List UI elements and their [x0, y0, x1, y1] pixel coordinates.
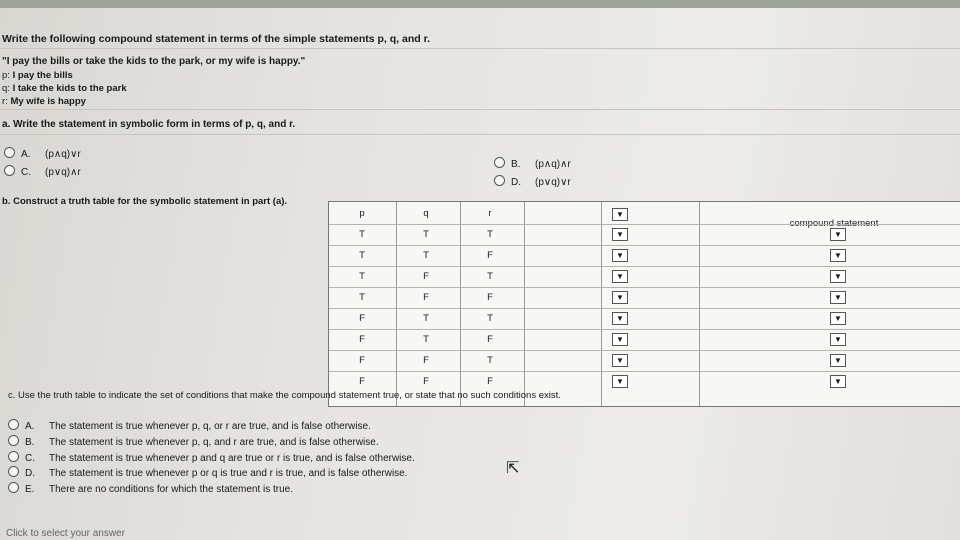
- part-b-prompt: b. Construct a truth table for the symbolic statement in part (a).: [2, 196, 288, 207]
- radio-button[interactable]: [8, 482, 19, 493]
- table-cell-p: T: [359, 250, 365, 261]
- column-divider: [460, 202, 461, 406]
- row-divider: [329, 245, 960, 246]
- header-p: p: [359, 208, 365, 219]
- definition-p: p: I pay the bills: [2, 70, 73, 81]
- mouse-cursor-icon: ⇱: [506, 460, 520, 477]
- table-cell-r: F: [487, 292, 493, 303]
- header-r: r: [488, 208, 492, 219]
- table-cell-p: T: [359, 229, 365, 240]
- compound-statement-dropdown[interactable]: ▼: [830, 228, 846, 241]
- radio-button[interactable]: [494, 175, 505, 186]
- table-cell-q: F: [423, 292, 429, 303]
- row-divider: [329, 350, 960, 351]
- intermediate-column-dropdown[interactable]: ▼: [612, 291, 628, 304]
- intermediate-column-dropdown[interactable]: ▼: [612, 333, 628, 346]
- row-divider: [329, 287, 960, 288]
- compound-statement-dropdown[interactable]: ▼: [830, 333, 846, 346]
- table-cell-r: F: [487, 376, 493, 387]
- definitions: [2, 69, 127, 108]
- table-cell-r: T: [487, 313, 493, 324]
- table-cell-q: T: [423, 250, 429, 261]
- part-a-prompt: a. Write the statement in symbolic form in terms of p, q, and r.: [2, 119, 296, 130]
- option-c-a[interactable]: A. The statement is true whenever p, q, or r are true, and is false otherwise.: [8, 419, 371, 432]
- truth-table: [328, 201, 960, 407]
- intermediate-column-dropdown[interactable]: ▼: [612, 270, 628, 283]
- table-cell-r: F: [487, 250, 493, 261]
- option-c-b[interactable]: B. The statement is true whenever p, q, and r are true, and is false otherwise.: [8, 435, 379, 448]
- table-cell-p: F: [359, 313, 365, 324]
- table-cell-p: F: [359, 334, 365, 345]
- table-cell-q: F: [423, 376, 429, 387]
- intermediate-column-dropdown[interactable]: ▼: [612, 312, 628, 325]
- compound-statement-dropdown[interactable]: ▼: [830, 270, 846, 283]
- definition-r: r: My wife is happy: [2, 96, 86, 107]
- compound-statement: "I pay the bills or take the kids to the park, or my wife is happy.": [2, 56, 306, 67]
- radio-button[interactable]: [8, 435, 19, 446]
- option-a-d[interactable]: D. (p∨q)∨r: [494, 175, 571, 188]
- option-c-c[interactable]: C. The statement is true whenever p and q are true or r is true, and is false otherwise.: [8, 451, 415, 464]
- radio-button[interactable]: [4, 165, 15, 176]
- question-prompt: Write the following compound statement in terms of the simple statements p, q, and r.: [2, 33, 431, 45]
- column-divider: [524, 202, 525, 406]
- row-divider: [329, 224, 960, 225]
- table-cell-p: T: [359, 292, 365, 303]
- radio-button[interactable]: [8, 451, 19, 462]
- footer-hint: Click to select your answer: [6, 528, 125, 539]
- table-cell-r: T: [487, 229, 493, 240]
- intermediate-column-dropdown[interactable]: ▼: [612, 375, 628, 388]
- table-cell-r: T: [487, 355, 493, 366]
- column-header-dropdown[interactable]: ▼: [612, 208, 628, 221]
- row-divider: [329, 371, 960, 372]
- radio-button[interactable]: [494, 157, 505, 168]
- row-divider: [329, 308, 960, 309]
- compound-statement-dropdown[interactable]: ▼: [830, 354, 846, 367]
- table-cell-p: F: [359, 376, 365, 387]
- table-cell-q: T: [423, 313, 429, 324]
- column-divider: [601, 202, 602, 406]
- column-divider: [699, 202, 700, 406]
- table-cell-r: F: [487, 334, 493, 345]
- compound-statement-dropdown[interactable]: ▼: [830, 249, 846, 262]
- divider: [0, 48, 960, 49]
- row-divider: [329, 329, 960, 330]
- part-c-prompt: c. Use the truth table to indicate the set of conditions that make the compound statement true, or state that no such conditions exist.: [8, 390, 561, 401]
- header-q: q: [423, 208, 429, 219]
- option-a-b[interactable]: B. (p∧q)∧r: [494, 157, 571, 170]
- divider: [0, 134, 960, 135]
- option-c-d[interactable]: D. The statement is true whenever p or q is true and r is true, and is false otherwise.: [8, 466, 408, 479]
- row-divider: [329, 266, 960, 267]
- option-a-c[interactable]: C. (p∨q)∧r: [4, 165, 81, 178]
- intermediate-column-dropdown[interactable]: ▼: [612, 354, 628, 367]
- table-cell-r: T: [487, 271, 493, 282]
- column-divider: [396, 202, 397, 406]
- compound-statement-dropdown[interactable]: ▼: [830, 291, 846, 304]
- radio-button[interactable]: [4, 147, 15, 158]
- intermediate-column-dropdown[interactable]: ▼: [612, 228, 628, 241]
- intermediate-column-dropdown[interactable]: ▼: [612, 249, 628, 262]
- table-cell-p: F: [359, 355, 365, 366]
- compound-statement-dropdown[interactable]: ▼: [830, 375, 846, 388]
- divider: [0, 109, 960, 110]
- table-cell-q: T: [423, 334, 429, 345]
- option-c-e[interactable]: E. There are no conditions for which the statement is true.: [8, 482, 293, 495]
- table-cell-q: T: [423, 229, 429, 240]
- top-bar: [0, 0, 960, 8]
- table-cell-p: T: [359, 271, 365, 282]
- option-a-a[interactable]: A. (p∧q)∨r: [4, 147, 81, 160]
- radio-button[interactable]: [8, 466, 19, 477]
- definition-q: q: I take the kids to the park: [2, 83, 127, 94]
- compound-statement-dropdown[interactable]: ▼: [830, 312, 846, 325]
- radio-button[interactable]: [8, 419, 19, 430]
- table-cell-q: F: [423, 271, 429, 282]
- table-cell-q: F: [423, 355, 429, 366]
